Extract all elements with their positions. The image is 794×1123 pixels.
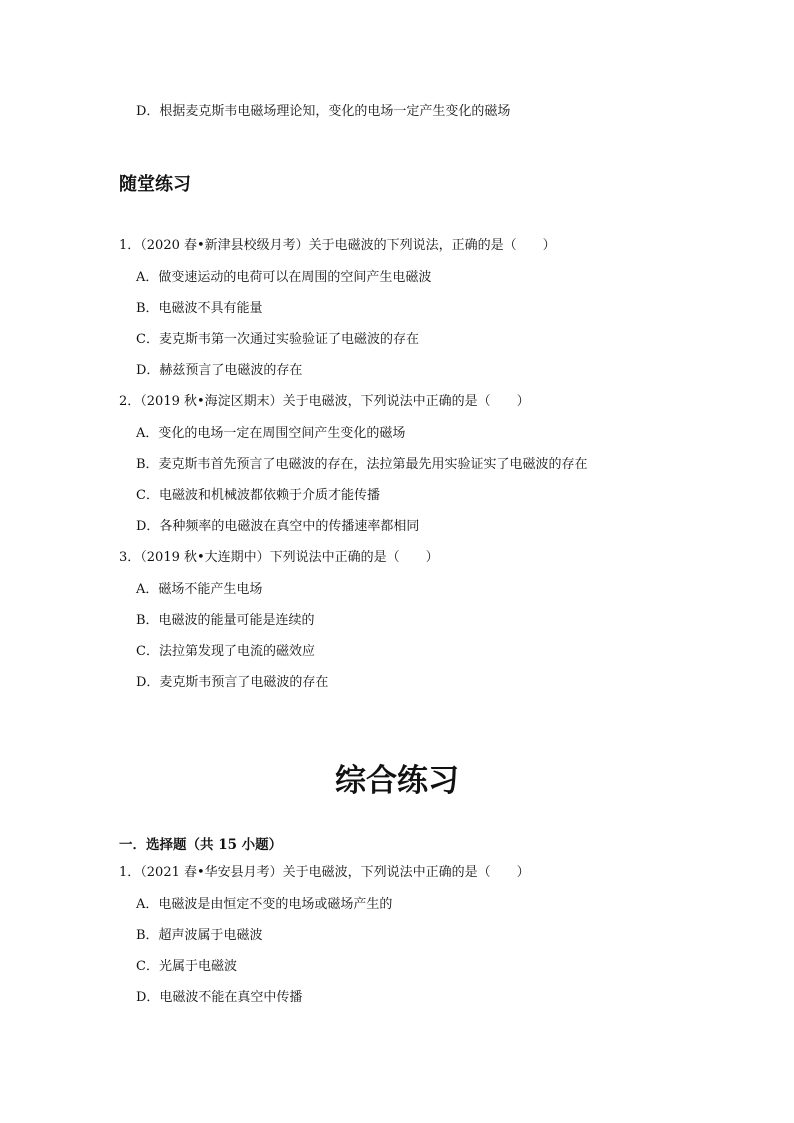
practice-q1-option-a: A．做变速运动的电荷可以在周围的空间产生电磁波: [136, 270, 432, 285]
practice-q1: 1．（2020 春•新津县校级月考）关于电磁波的下列说法，正确的是（ ）: [119, 238, 556, 253]
practice-q3-option-a: A．磁场不能产生电场: [136, 582, 263, 597]
prev-question-option-d: D．根据麦克斯韦电磁场理论知，变化的电场一定产生变化的磁场: [136, 104, 511, 119]
section-label: 一．选择题（共 15 小题）: [119, 837, 283, 853]
comprehensive-q1-option-d: D．电磁波不能在真空中传播: [136, 990, 303, 1005]
practice-q2-option-b: B．麦克斯韦首先预言了电磁波的存在，法拉第最先用实验证实了电磁波的存在: [136, 457, 588, 472]
practice-q2-option-a: A．变化的电场一定在周围空间产生变化的磁场: [136, 426, 406, 441]
comprehensive-title: 综合练习: [335, 763, 459, 799]
practice-q2-option-d: D．各种频率的电磁波在真空中的传播速率都相同: [136, 519, 420, 534]
practice-q3-option-d: D．麦克斯韦预言了电磁波的存在: [136, 675, 329, 690]
comprehensive-q1: 1．（2021 春•华安县月考）关于电磁波，下列说法中正确的是（ ）: [119, 865, 530, 880]
practice-q1-option-c: C．麦克斯韦第一次通过实验验证了电磁波的存在: [136, 332, 419, 347]
comprehensive-q1-option-b: B．超声波属于电磁波: [136, 928, 263, 943]
comprehensive-q1-option-a: A．电磁波是由恒定不变的电场或磁场产生的: [136, 897, 393, 912]
practice-q3-option-b: B．电磁波的能量可能是连续的: [136, 613, 315, 628]
practice-q1-option-d: D．赫兹预言了电磁波的存在: [136, 363, 303, 378]
comprehensive-q1-option-c: C．光属于电磁波: [136, 959, 237, 974]
practice-heading: 随堂练习: [119, 174, 191, 195]
practice-q2: 2．（2019 秋•海淀区期末）关于电磁波，下列说法中正确的是（ ）: [119, 394, 530, 409]
practice-q1-option-b: B．电磁波不具有能量: [136, 301, 263, 316]
practice-q3-option-c: C．法拉第发现了电流的磁效应: [136, 644, 315, 659]
practice-q2-option-c: C．电磁波和机械波都依赖于介质才能传播: [136, 488, 380, 503]
practice-q3: 3．（2019 秋•大连期中）下列说法中正确的是（ ）: [119, 550, 439, 565]
